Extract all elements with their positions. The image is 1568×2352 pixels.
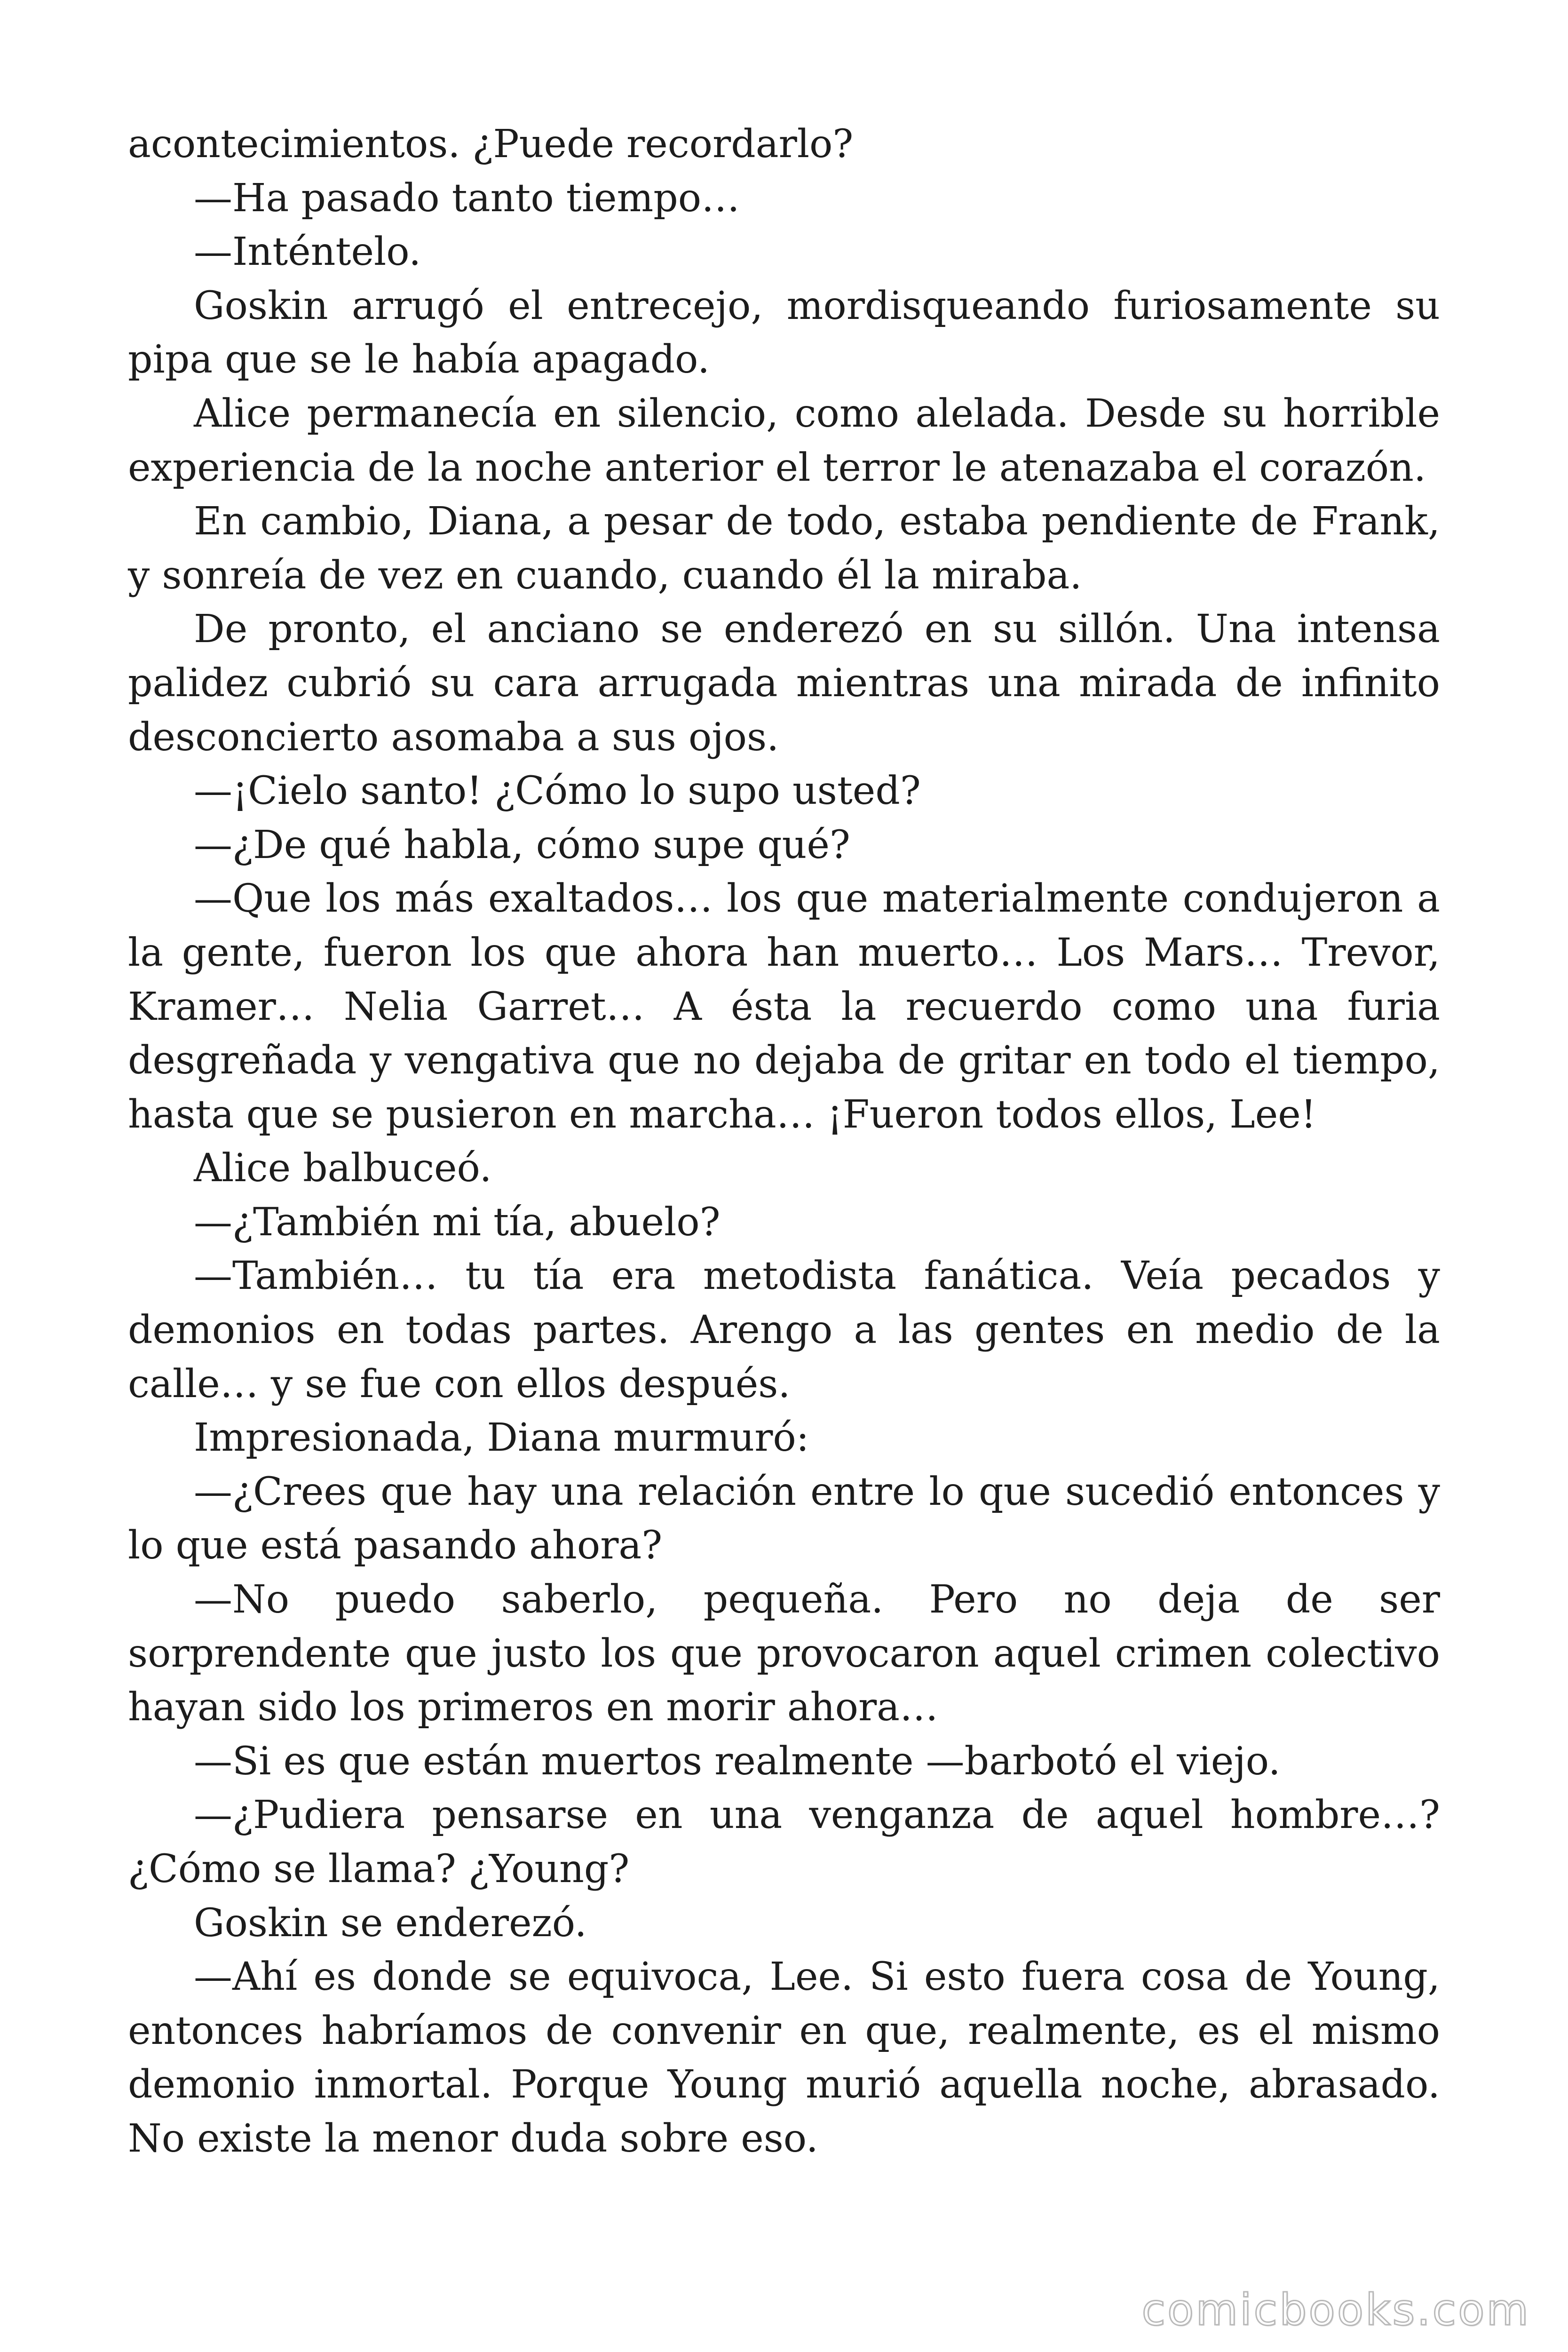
paragraph: Alice permanecía en silencio, como alelada. Desde su horrible experiencia de la noche anterior el terror le atenazaba el corazón. (128, 391, 1440, 490)
paragraph: —Si es que están muertos realmente —barbotó el viejo. (194, 1739, 1281, 1784)
paragraph: —Que los más exaltados… los que materialmente condujeron a la gente, fueron los que ahora han muerto… Los Mars… Trevor, Kramer… Nelia Garret… A ésta la recuerdo como una furia desgreñada y vengativa que no dejaba de gritar en todo el tiempo, hasta que se pusieron en marcha… ¡Fueron todos ellos, Lee! (128, 876, 1440, 1137)
watermark: comicbooks.com (1141, 2285, 1530, 2335)
book-page (128, 118, 1440, 2166)
paragraph: acontecimientos. ¿Puede recordarlo? (128, 122, 854, 167)
paragraph: —¿De qué habla, cómo supe qué? (194, 822, 850, 867)
paragraph: —No puedo saberlo, pequeña. Pero no deja de ser sorprendente que justo los que provocaron aquel crimen colectivo hayan sido los primeros en morir ahora… (128, 1577, 1440, 1730)
paragraph: —Ahí es donde se equivoca, Lee. Si esto fuera cosa de Young, entonces habríamos de convenir en que, realmente, es el mismo demonio inmortal. Porque Young murió aquella noche, abrasado. No existe la menor duda sobre eso. (128, 1955, 1440, 2161)
paragraph: —¿Crees que hay una relación entre lo que sucedió entonces y lo que está pasando ahora? (128, 1469, 1440, 1568)
paragraph: Impresionada, Diana murmuró: (194, 1415, 809, 1461)
paragraph: Goskin arrugó el entrecejo, mordisqueando furiosamente su pipa que se le había apagado. (128, 283, 1440, 382)
paragraph: —¿También mi tía, abuelo? (194, 1200, 721, 1245)
paragraph: Goskin se enderezó. (194, 1900, 587, 1946)
paragraph: En cambio, Diana, a pesar de todo, estaba pendiente de Frank, y sonreía de vez en cuando, cuando él la miraba. (128, 499, 1440, 598)
paragraph: —Ha pasado tanto tiempo… (194, 175, 740, 221)
paragraph: —¡Cielo santo! ¿Cómo lo supo usted? (194, 769, 921, 814)
paragraph: De pronto, el anciano se enderezó en su sillón. Una intensa palidez cubrió su cara arrugada mientras una mirada de infinito desconcierto asomaba a sus ojos. (128, 607, 1440, 760)
paragraph: —También… tu tía era metodista fanática. Veía pecados y demonios en todas partes. Arengo a las gentes en medio de la calle… y se fue con ellos después. (128, 1254, 1440, 1406)
paragraph: Alice balbuceó. (194, 1146, 492, 1191)
paragraph: —¿Pudiera pensarse en una venganza de aquel hombre…? ¿Cómo se llama? ¿Young? (128, 1793, 1440, 1891)
paragraph: —Inténtelo. (194, 230, 421, 275)
